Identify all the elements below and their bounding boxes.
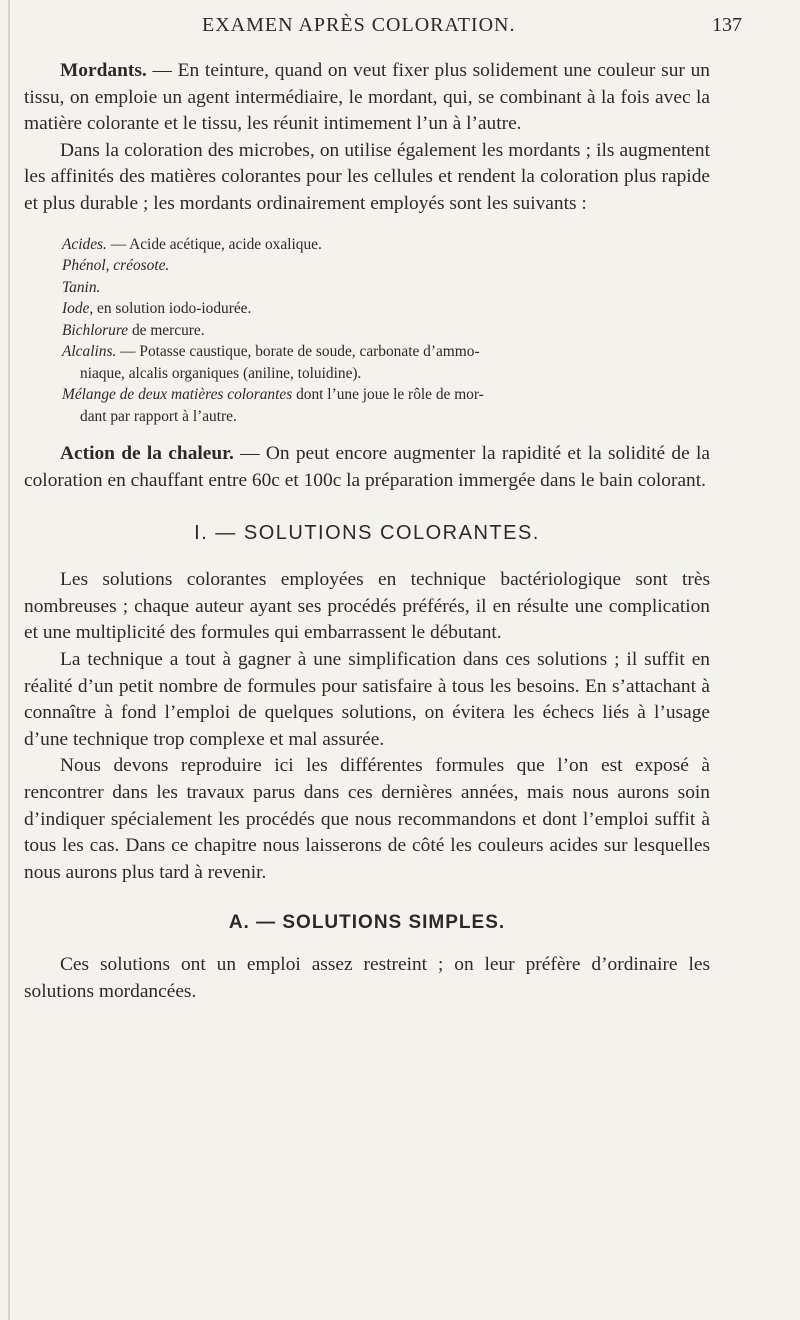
- list-item: [62, 255, 710, 277]
- page-header: [60, 14, 742, 44]
- list-item-term: Phénol, créosote.: [62, 257, 170, 275]
- list-item-term: Iode,: [62, 300, 94, 318]
- list-item-text: — Potasse caustique, borate de soude, carbonate d’ammo-: [116, 343, 480, 361]
- list-item: [62, 384, 710, 406]
- subsection-heading: A. — SOLUTIONS SIMPLES.: [228, 912, 506, 934]
- list-item-term: Tanin.: [62, 278, 101, 296]
- list-item-text: — Acide acétique, acide oxalique.: [106, 235, 322, 253]
- list-item-text: dont l’une joue le rôle de mor-: [292, 386, 484, 404]
- list-item-text: en solution iodo-iodurée.: [93, 300, 252, 318]
- list-item: [62, 277, 710, 299]
- mordants-paragraph-text: — En teinture, quand on veut fixer plus solidement une couleur sur un tissu, on emploie un agent intermédiaire, le mordant, qui, se combinant à la fois avec la matière colorante et le tissu, les réunit intimement l’un à l’autre.: [24, 60, 710, 135]
- list-item-term: Mélange de deux matières colorantes: [62, 386, 293, 404]
- list-item: [62, 298, 710, 320]
- mordants-paragraph: [24, 58, 710, 138]
- list-item-continuation: niaque, alcalis organiques (aniline, toluidine).: [80, 364, 362, 382]
- solutions-paragraph-2: La technique a tout à gagner à une simplification dans ces solutions ; il suffit en réalité d’un petit nombre de formules pour satisfaire à tous les besoins. En s’attachant à connaître à fond l’emploi de quelques solutions, on évitera les échecs liés à l’usage d’une technique trop complexe et mal assurée.: [24, 649, 710, 750]
- mordant-list: [62, 234, 710, 428]
- page-body: [24, 58, 710, 1006]
- list-item-term: Bichlorure: [62, 321, 129, 339]
- simple-solutions-paragraph: Ces solutions ont un emploi assez restreint ; on leur préfère d’ordinaire les solutions mordancées.: [24, 954, 710, 1002]
- mordants-usage-paragraph: Dans la coloration des microbes, on utilise également les mordants ; ils augmentent les affinités des matières colorantes pour les cellules et rendent la coloration plus rapide et plus durable ; les mordants ordinairement employés sont les suivants :: [24, 139, 710, 214]
- list-item: [62, 320, 710, 342]
- list-item: [62, 341, 710, 363]
- section-heading: I. — SOLUTIONS COLORANTES.: [194, 522, 540, 545]
- solutions-paragraph-3: Nous devons reproduire ici les différentes formules que l’on est exposé à rencontrer dans les travaux parus dans ces dernières années, mais nous aurons soin d’indiquer spécialement les procédés que nous recommandons et dont l’emploi suffit à tous les cas. Dans ce chapitre nous laisserons de côté les couleurs acides sur lesquelles nous aurons plus tard à revenir.: [24, 755, 710, 883]
- list-item-text: de mercure.: [128, 321, 205, 339]
- list-item-term: Alcalins.: [62, 343, 117, 361]
- heat-action-runin-heading: Action de la chaleur.: [60, 443, 234, 465]
- heat-action-text: — On peut encore augmenter la rapidité et la solidité de la coloration en chauffant entre 60c et 100c la préparation immergée dans le bain colorant.: [24, 443, 710, 491]
- page-number: 137: [712, 14, 742, 36]
- page-edge: [8, 0, 10, 1320]
- mordants-runin-heading: Mordants.: [60, 60, 147, 81]
- list-item-term: Acides.: [62, 235, 107, 253]
- running-title: EXAMEN APRÈS COLORATION.: [202, 14, 516, 36]
- list-item-continuation: dant par rapport à l’autre.: [80, 407, 237, 425]
- list-item: [62, 234, 710, 256]
- heat-action-paragraph: [24, 441, 710, 494]
- solutions-paragraph-1: Les solutions colorantes employées en technique bactériologique sont très nombreuses ; chaque auteur ayant ses procédés préférés, il en résulte une complication et une multiplicité des formules qui embarrassent le débutant.: [24, 569, 710, 644]
